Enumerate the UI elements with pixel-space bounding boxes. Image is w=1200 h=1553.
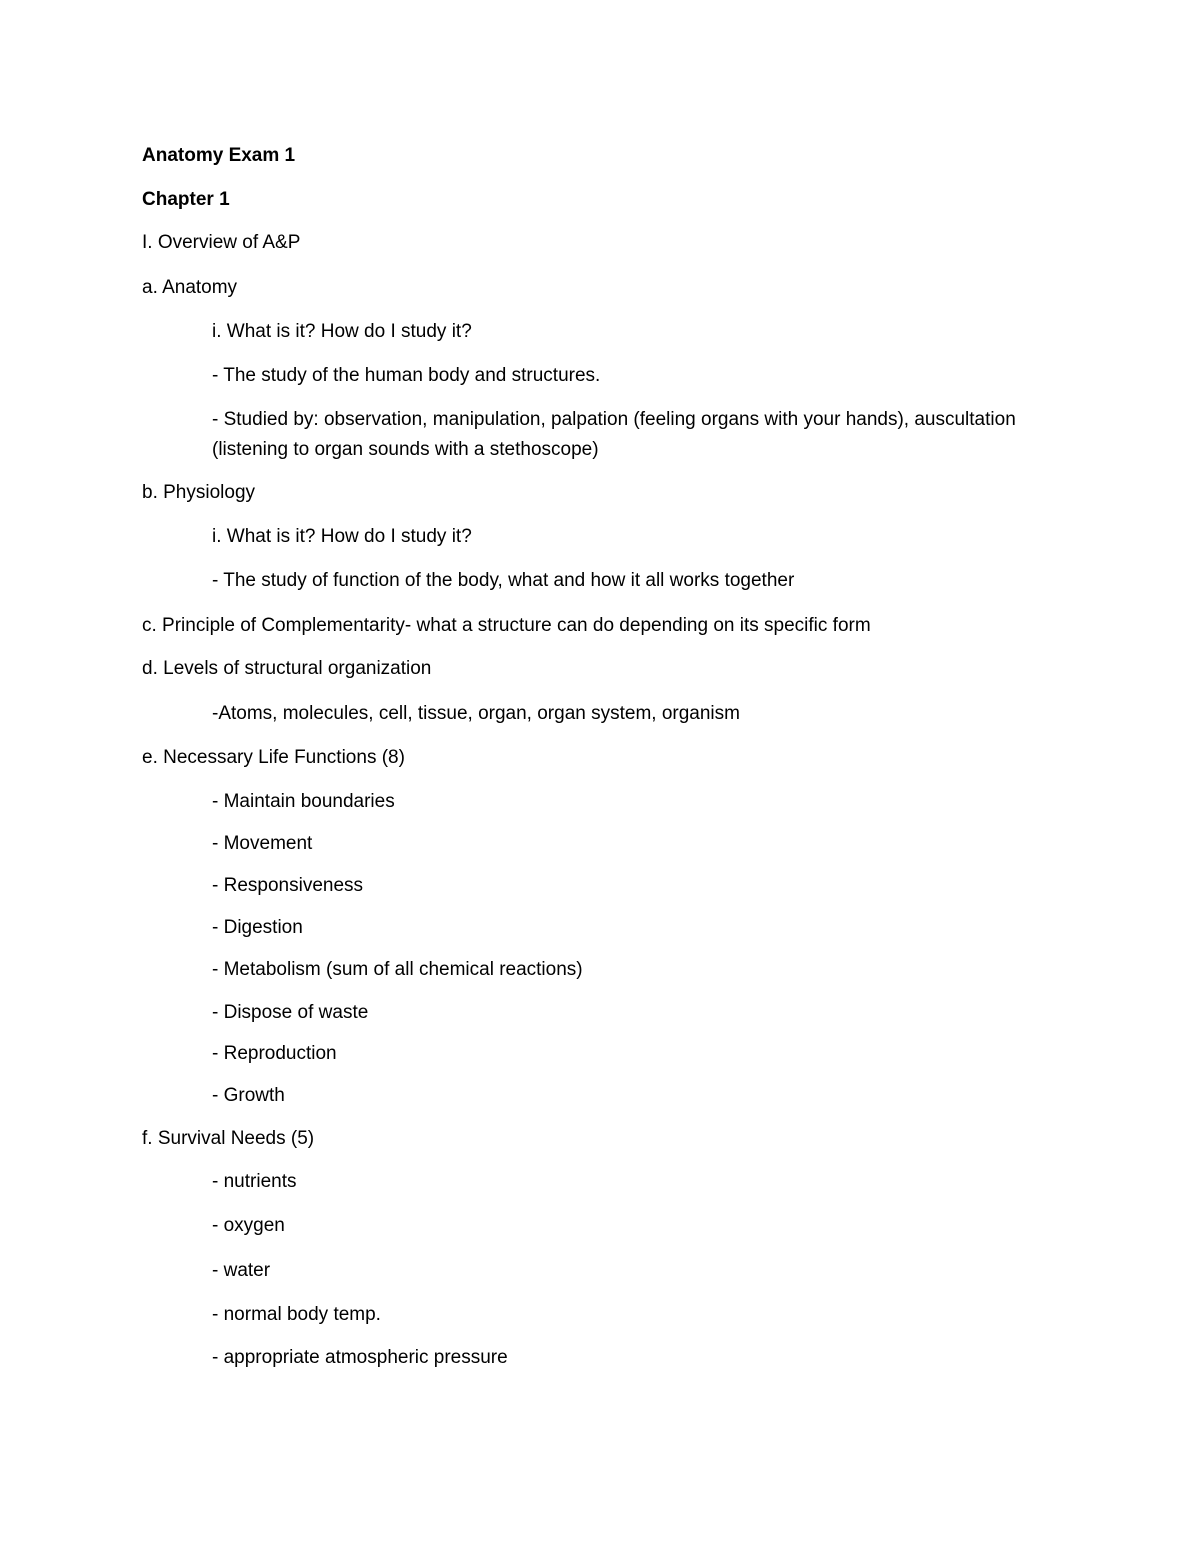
list-item: - Reproduction <box>212 1043 337 1064</box>
chapter-heading: Chapter 1 <box>142 189 230 210</box>
list-item: - Responsiveness <box>212 875 364 896</box>
life-functions-heading: e. Necessary Life Functions (8) <box>142 747 405 768</box>
levels-list: -Atoms, molecules, cell, tissue, organ, organ system, organism <box>212 703 740 724</box>
anatomy-definition: - The study of the human body and structures. <box>212 365 601 386</box>
anatomy-methods: - Studied by: observation, manipulation, palpation (feeling organs with your hands), auscultation (listening to organ sounds with a stethoscope) <box>212 409 1016 460</box>
list-item: - Dispose of waste <box>212 1002 369 1023</box>
anatomy-heading: a. Anatomy <box>142 277 238 298</box>
physiology-question: i. What is it? How do I study it? <box>212 526 472 547</box>
list-item: - oxygen <box>212 1215 285 1236</box>
section-heading: I. Overview of A&P <box>142 232 301 253</box>
list-item: - water <box>212 1260 271 1281</box>
anatomy-question: i. What is it? How do I study it? <box>212 321 472 342</box>
list-item: - normal body temp. <box>212 1304 381 1325</box>
complementarity-heading: c. Principle of Complementarity- what a structure can do depending on its specific form <box>142 615 871 636</box>
list-item: - Maintain boundaries <box>212 791 395 812</box>
levels-heading: d. Levels of structural organization <box>142 658 432 679</box>
physiology-definition: - The study of function of the body, what and how it all works together <box>212 570 795 591</box>
list-item: - appropriate atmospheric pressure <box>212 1347 508 1368</box>
survival-needs-heading: f. Survival Needs (5) <box>142 1128 315 1149</box>
list-item: - Movement <box>212 833 313 854</box>
list-item: - Metabolism (sum of all chemical reactions) <box>212 959 583 980</box>
list-item: - nutrients <box>212 1171 297 1192</box>
list-item: - Digestion <box>212 917 303 938</box>
physiology-heading: b. Physiology <box>142 482 256 503</box>
document-title: Anatomy Exam 1 <box>142 145 296 166</box>
list-item: - Growth <box>212 1085 285 1106</box>
